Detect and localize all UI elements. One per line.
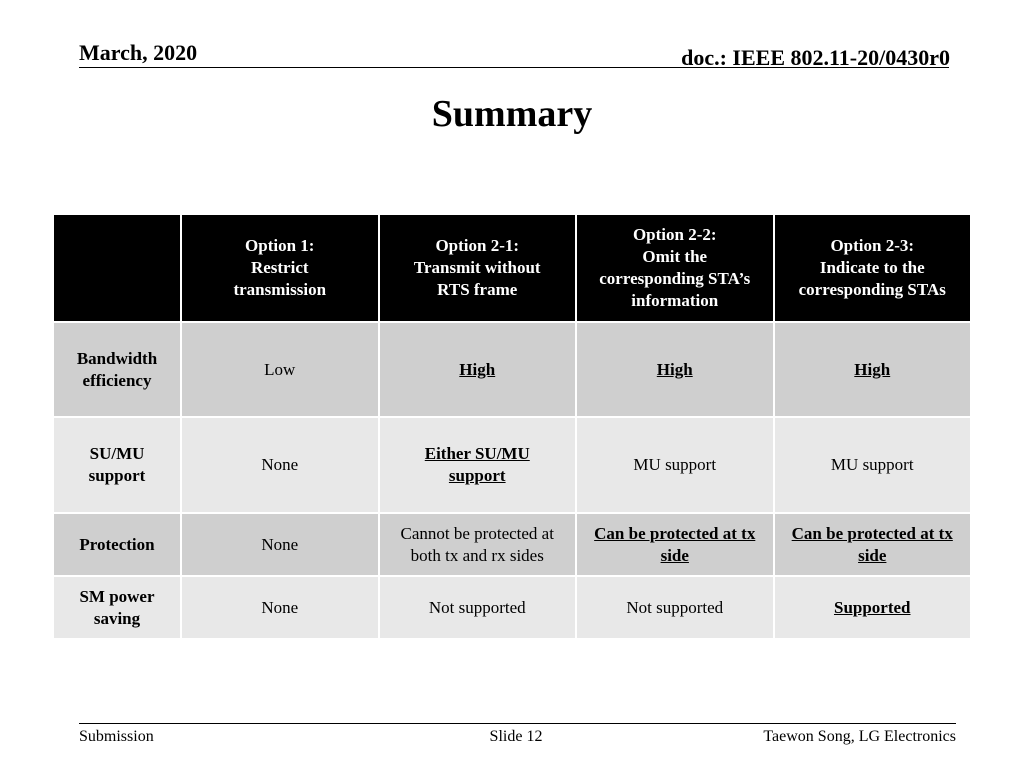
row-header-su-mu-support: SU/MU support — [54, 418, 180, 512]
footer-author: Taewon Song, LG Electronics — [763, 728, 956, 745]
column-header-option-2-1: Option 2-1: Transmit without RTS frame — [380, 215, 576, 321]
table-cell: None — [182, 418, 378, 512]
row-header-sm-power-saving: SM power saving — [54, 577, 180, 638]
footer-submission: Submission — [79, 728, 154, 745]
table-cell: MU support — [775, 418, 971, 512]
column-header-option-2-2: Option 2-2: Omit the corresponding STA’s information — [577, 215, 773, 321]
header-corner-cell — [54, 215, 180, 321]
table-cell: High — [380, 323, 576, 416]
header-date: March, 2020 — [79, 40, 198, 65]
table-cell: High — [775, 323, 971, 416]
footer-divider — [79, 723, 956, 724]
header-divider — [79, 67, 949, 68]
column-header-option-1: Option 1: Restrict transmission — [182, 215, 378, 321]
table-cell: Supported — [775, 577, 971, 638]
column-header-option-2-3: Option 2-3: Indicate to the corresponding STAs — [775, 215, 971, 321]
table-cell: Not supported — [380, 577, 576, 638]
table-cell: None — [182, 514, 378, 575]
table-cell: Low — [182, 323, 378, 416]
table-row — [54, 577, 970, 638]
header-doc-id: doc.: IEEE 802.11-20/0430r0 — [681, 45, 950, 70]
table-cell: MU support — [577, 418, 773, 512]
table-cell: Can be protected at tx side — [775, 514, 971, 575]
row-header-protection: Protection — [54, 514, 180, 575]
row-header-bandwidth-efficiency: Bandwidth efficiency — [54, 323, 180, 416]
table-row — [54, 514, 970, 575]
table-cell: Cannot be protected at both tx and rx sides — [380, 514, 576, 575]
table-cell: None — [182, 577, 378, 638]
table-cell: High — [577, 323, 773, 416]
table-row — [54, 418, 970, 512]
table-cell: Not supported — [577, 577, 773, 638]
table-cell: Either SU/MU support — [380, 418, 576, 512]
table-cell: Can be protected at tx side — [577, 514, 773, 575]
slide-title: Summary — [431, 93, 593, 135]
summary-table — [52, 213, 972, 640]
footer-slide-number: Slide 12 — [489, 728, 543, 745]
table-row — [54, 323, 970, 416]
